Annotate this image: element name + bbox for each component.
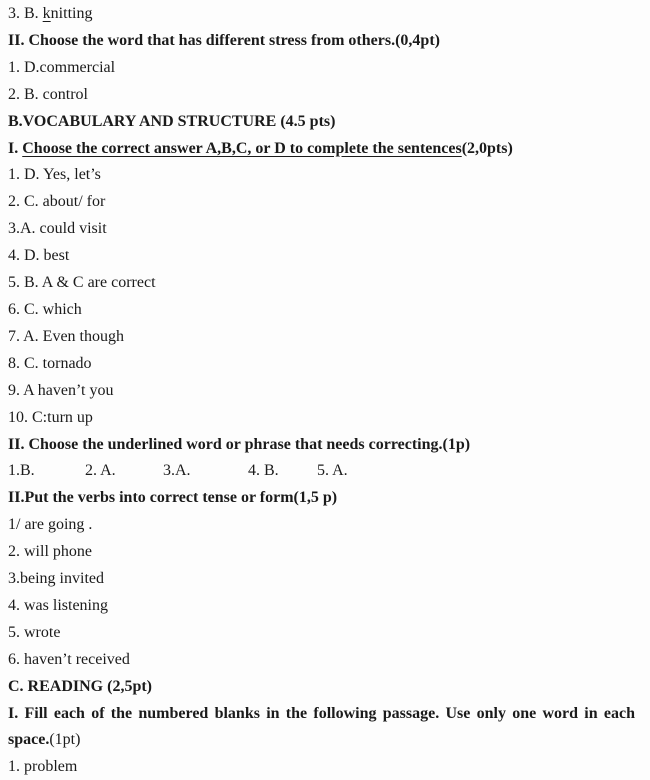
vocab-part-one-heading bbox=[8, 136, 635, 163]
answer-suffix: nitting bbox=[50, 5, 93, 22]
heading-bold-text: space. bbox=[8, 731, 50, 749]
vocab-answer-line: 2. C. about/ for bbox=[8, 193, 106, 211]
vocab-part-two-heading: II. Choose the underlined word or phrase that needs correcting.(1p) bbox=[8, 435, 471, 453]
vocab-answer-line: 10. C:turn up bbox=[8, 408, 93, 426]
vocab-answer-line: 9. A haven’t you bbox=[8, 381, 114, 399]
vocab-answer-line: 6. C. which bbox=[8, 300, 82, 318]
verb-answer-line: 5. wrote bbox=[8, 623, 61, 641]
reading-part-one-heading-line2 bbox=[8, 727, 635, 754]
correcting-answer: 5. A. bbox=[317, 462, 348, 480]
underlined-letter: k bbox=[42, 5, 51, 22]
stress-answer-line: 1. D.commercial bbox=[8, 58, 116, 76]
vocab-part-three-heading: II.Put the verbs into correct tense or form(1,5 p) bbox=[8, 489, 338, 507]
verb-answer-line: 1/ are going . bbox=[8, 516, 93, 534]
heading-prefix: I. bbox=[8, 139, 23, 157]
verb-answer-line: 3.being invited bbox=[8, 570, 104, 588]
answer-prefix: 3. B. bbox=[8, 5, 43, 22]
vocab-answer-line: 5. B. A & C are correct bbox=[8, 274, 156, 292]
reading-part-one-heading-line1: I. Fill each of the numbered blanks in the following passage. Use only one word in each bbox=[8, 704, 635, 722]
correcting-answer: 3.A. bbox=[163, 462, 191, 480]
stress-section-heading: II. Choose the word that has different stress from others.(0,4pt) bbox=[8, 31, 440, 49]
vocab-answer-line: 7. A. Even though bbox=[8, 327, 124, 345]
heading-underlined-text: Choose the correct answer A,B,C, or D to complete the sentences bbox=[22, 139, 462, 157]
verb-answer-line: 2. will phone bbox=[8, 543, 92, 561]
vocab-answer-line: 4. D. best bbox=[8, 247, 70, 265]
correcting-answer: 2. A. bbox=[85, 462, 116, 480]
verb-answer-line: 4. was listening bbox=[8, 596, 108, 614]
heading-points: (1pt) bbox=[49, 731, 81, 749]
verb-answer-line: 6. haven’t received bbox=[8, 650, 130, 668]
correcting-answer: 4. B. bbox=[248, 462, 279, 480]
correcting-answers-row bbox=[8, 458, 635, 485]
vocab-answer-line: 8. C. tornado bbox=[8, 354, 92, 372]
vocab-answer-line: 3.A. could visit bbox=[8, 220, 107, 238]
reading-answer-line: 1. problem bbox=[8, 758, 78, 776]
pronunciation-answer-line bbox=[8, 1, 635, 28]
vocab-answer-line: 1. D. Yes, let’s bbox=[8, 166, 101, 184]
stress-answer-line: 2. B. control bbox=[8, 85, 88, 103]
correcting-answer: 1.B. bbox=[8, 462, 35, 480]
heading-points: (2,0pts) bbox=[461, 139, 513, 157]
vocabulary-section-title: B.VOCABULARY AND STRUCTURE (4.5 pts) bbox=[8, 112, 336, 130]
reading-section-title: C. READING (2,5pt) bbox=[8, 677, 152, 695]
